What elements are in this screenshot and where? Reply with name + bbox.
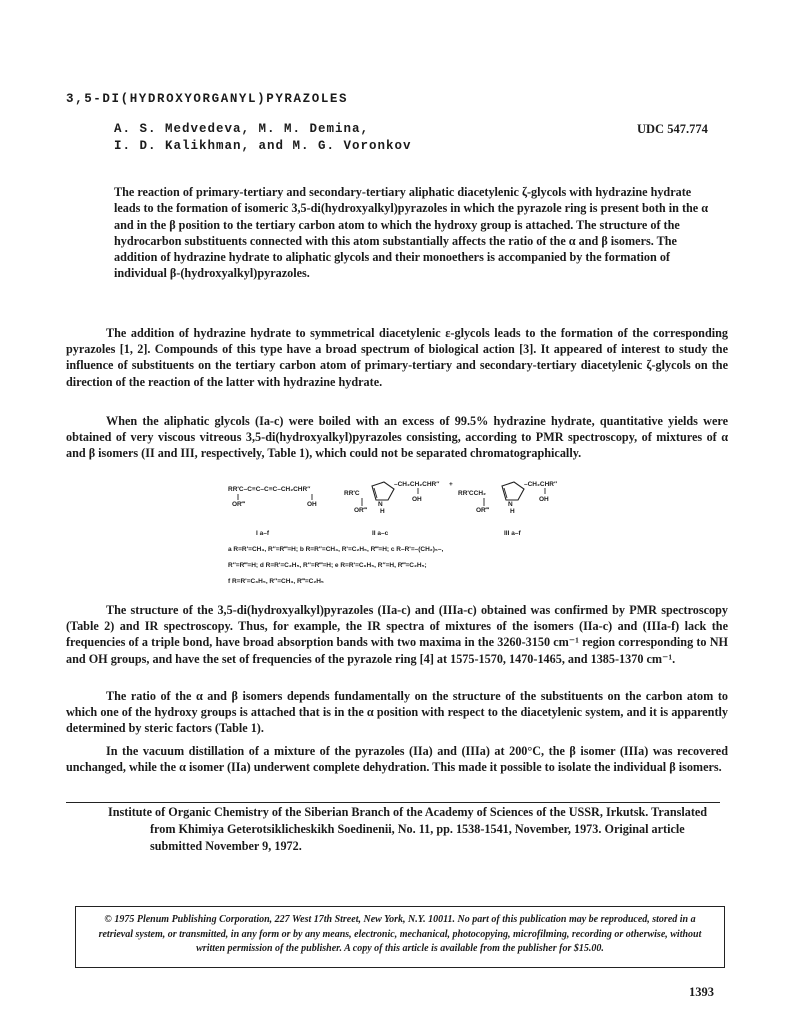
footnote-text: Institute of Organic Chemistry of the Siberian Branch of the Academy of Sciences of the USSR, Irkutsk. Translated from Khimiya Geterotsiklicheskikh Soedinenii, No. 11, pp. 1538-1541, November, 1973. Original article submitted November 9, 1972. [108,805,708,853]
authors-line-2: I. D. Kalikhman, and M. G. Voronkov [114,139,412,153]
compound-III-nitrogen: N [508,501,513,508]
paragraph-1 [66,325,728,390]
compound-III-right: –CH₂CHR″ [524,481,558,488]
paragraph-3-text: The structure of the 3,5-di(hydroxyalkyl)pyrazoles (IIa-c) and (IIIa-c) obtained was confirmed by PMR spectroscopy (Table 2) and IR spectroscopy. Thus, for example, the IR spectra of mixtures of the isomers (IIa-c) and (IIIa-f) lack the frequencies of a triple bond, have broad absorption bands with two maxima in the 3260-3150 cm⁻¹ region corresponding to NH and OH groups, and have the set of frequencies of the pyrazole ring [4] at 1575-1570, 1470-1465, and 1385-1370 cm⁻¹. [66,603,728,666]
compound-II-left: RR'C [344,490,360,497]
paragraph-4 [66,688,728,737]
udc-code: UDC 547.774 [637,122,708,136]
substituent-legend-3: f R=R'=C₆H₅, R″=CH₃, R‴=C₂H₅ [228,578,324,585]
copyright-notice: © 1975 Plenum Publishing Corporation, 227 West 17th Street, New York, N.Y. 10011. No part of this publication may be reproduced, stored in a retrieval system, or transmitted, in any form or by any means, electronic, mechanical, photocopying, microfilming, recording or otherwise, without written permission of the publisher. A copy of this article is available from the publisher for $15.00. [75,906,725,968]
reaction-scheme [220,480,720,598]
compound-I-hydroxy: OH [307,501,317,508]
affiliation-footnote [108,804,720,854]
author-list [114,121,412,155]
paragraph-3 [66,602,728,667]
abstract: The reaction of primary-tertiary and secondary-tertiary aliphatic diacetylenic ζ-glycols with hydrazine hydrate leads to the formation of isomeric 3,5-di(hydroxyalkyl)pyrazoles in which the pyrazole ring is present both in the α and in the β position to the tertiary carbon atom to which the hydroxy group is attached. The structure of the hydrocarbon substituents connected with this atom substantially affects the ratio of the α and β isomers. The addition of hydrazine hydrate to aliphatic glycols and their monoethers is accompanied by the formation of individual β-(hydroxyalkyl)pyrazoles. [114,185,709,281]
paragraph-2 [66,413,728,462]
label-compound-I: I a–f [256,530,270,537]
paragraph-5-text: In the vacuum distillation of a mixture of the pyrazoles (IIa) and (IIIa) at 200°C, the β isomer (IIIa) was recovered unchanged, while the α isomer (IIa) underwent complete dehydration. This made it possible to isolate the individual β isomers. [66,744,728,775]
authors-line-1: A. S. Medvedeva, M. M. Demina, [114,122,370,136]
paragraph-2-text: When the aliphatic glycols (Ia-c) were boiled with an excess of 99.5% hydrazine hydrate, quantitative yields were obtained of very viscous vitreous 3,5-di(hydroxyalkyl)pyrazoles consisting, according to PMR spectroscopy, of mixtures of α and β isomers (II and III, respectively, Table 1), which could not be separated chromatographically. [66,414,728,461]
compound-II-ether: OR‴ [354,507,367,514]
compound-II-nh: H [380,508,385,515]
page-number: 1393 [689,985,714,999]
compound-I-formula: RR'C–C≡C–C≡C–CH₂CHR″ [228,486,311,493]
article-title: 3,5-DI(HYDROXYORGANYL)PYRAZOLES [66,92,349,106]
compound-II-right: –CH₂CH₂CHR″ [394,481,440,488]
compound-I-ether: OR‴ [232,501,245,508]
compound-III-nh: H [510,508,515,515]
compound-II-nitrogen: N [378,501,383,508]
paragraph-4-text: The ratio of the α and β isomers depends fundamentally on the structure of the substituents on the carbon atom to which one of the hydroxy groups is attached that is in the α position with respect to the diacetylenic system, and it is apparently determined by steric factors (Table 1). [66,689,728,736]
plus-sign: + [449,481,453,488]
compound-III-left: RR'CCH₂ [458,490,486,497]
substituent-legend-1: a R=R'=CH₃, R″=R‴=H; b R=R″=CH₃, R'=C₂H₅, R‴=H; c R–R'=–(CH₂)₅–, [228,546,444,553]
paragraph-1-text: The addition of hydrazine hydrate to symmetrical diacetylenic ε-glycols leads to the formation of the corresponding pyrazoles [1, 2]. Compounds of this type have a broad spectrum of biological action [3]. It appeared of interest to study the influence of substituents on the tertiary carbon atom of primary-tertiary and secondary-tertiary diacetylenic ζ-glycols on the direction of the reaction of the latter with hydrazine hydrate. [66,326,728,389]
compound-III-hydroxy: OH [539,496,549,503]
footnote-divider [66,802,720,803]
paragraph-5 [66,743,728,775]
label-compound-III: III a–f [504,530,521,537]
substituent-legend-2: R″=R‴=H; d R=R'=C₂H₅, R″=R‴=H; e R=R'=C₆H₅, R″=H, R‴=C₂H₅; [228,562,427,569]
label-compound-II: II a–c [372,530,389,537]
compound-II-hydroxy: OH [412,496,422,503]
compound-III-ether: OR‴ [476,507,489,514]
